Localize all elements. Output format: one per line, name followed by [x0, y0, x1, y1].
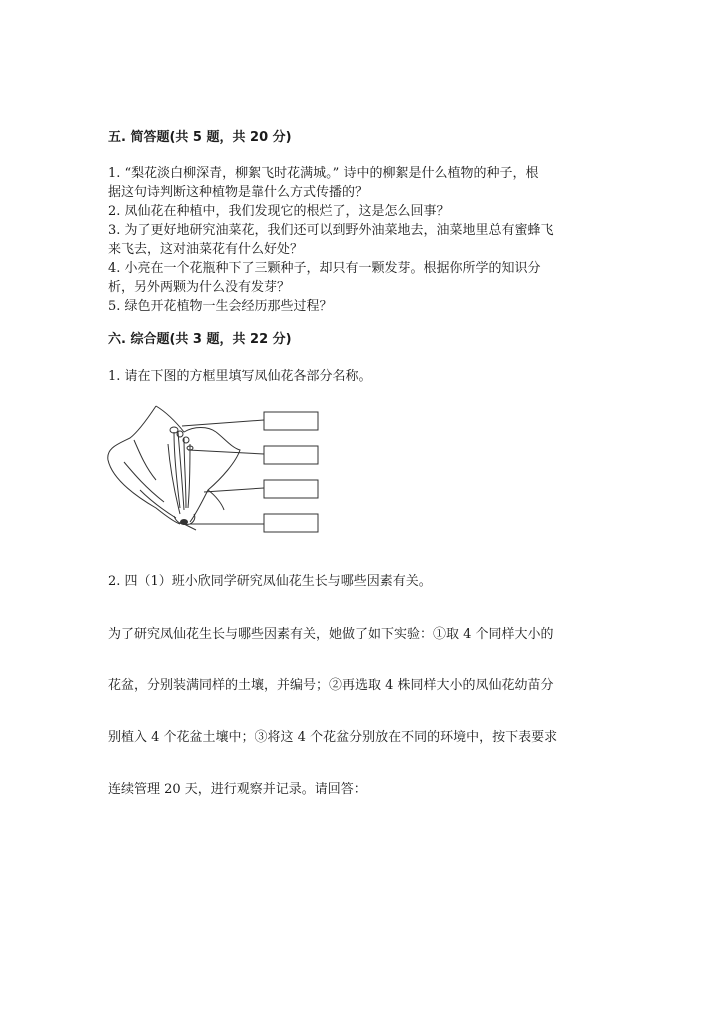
petal	[140, 490, 176, 518]
petal	[108, 406, 180, 524]
paragraph-line: 为了研究凤仙花生长与哪些因素有关，她做了如下实验：①取 4 个同样大小的	[108, 627, 554, 642]
petal	[190, 432, 240, 522]
question-line: 2. 凤仙花在种植中，我们发现它的根烂了，这是怎么回事？	[108, 204, 450, 219]
section5-heading: 五. 简答题(共 5 题，共 20 分)	[108, 130, 292, 145]
label-box	[264, 480, 318, 498]
pistil	[168, 444, 180, 514]
question-line: 据这句诗判断这种植物是靠什么方式传播的？	[108, 185, 369, 200]
label-box	[264, 412, 318, 430]
label-box	[264, 446, 318, 464]
section6-heading: 六. 综合题(共 3 题，共 22 分)	[108, 332, 292, 347]
stamen	[184, 438, 186, 508]
petal	[156, 406, 216, 432]
petal	[134, 440, 156, 480]
question-line: 5. 绿色开花植物一生会经历那些过程？	[108, 299, 333, 314]
paragraph-line: 别植入 4 个花盆土壤中；③将这 4 个花盆分别放在不同的环境中，按下表要求	[108, 730, 558, 745]
stalk	[184, 524, 196, 530]
question-2-title: 2. 四（1）班小欣同学研究凤仙花生长与哪些因素有关。	[108, 574, 432, 589]
flower-diagram	[104, 404, 326, 534]
question-line: 3. 为了更好地研究油菜花，我们还可以到野外油菜地去，油菜地里总有蜜蜂飞	[108, 223, 554, 238]
petal	[208, 490, 224, 510]
paragraph-line: 连续管理 20 天，进行观察并记录。请回答：	[108, 782, 367, 797]
label-box	[264, 514, 318, 532]
question-1: 1. 请在下图的方框里填写凤仙花各部分名称。	[108, 369, 372, 384]
question-line: 4. 小亮在一个花瓶种下了三颗种子，却只有一颗发芽。根据你所学的知识分	[108, 261, 541, 276]
paragraph-line: 花盆，分别装满同样的土壤，并编号；②再选取 4 株同样大小的凤仙花幼苗分	[108, 678, 554, 693]
petal	[124, 462, 164, 502]
question-line: 析，另外两颗为什么没有发芽？	[108, 280, 291, 295]
stamen	[188, 444, 190, 508]
question-line: 1. “梨花淡白柳深青，柳絮飞时花满城。” 诗中的柳絮是什么植物的种子，根	[108, 166, 539, 181]
question-line: 来飞去，这对油菜花有什么好处？	[108, 242, 304, 257]
